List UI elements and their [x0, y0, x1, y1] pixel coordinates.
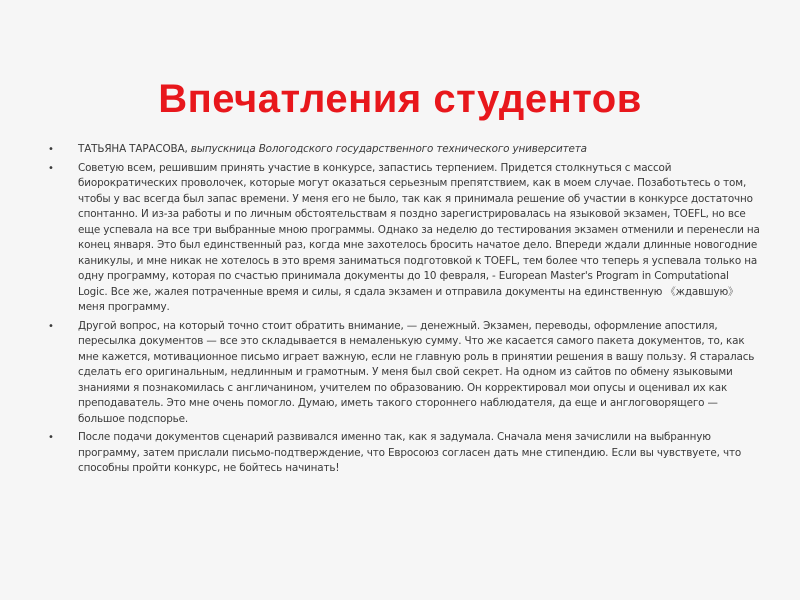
list-item-paragraph-2 — [48, 319, 760, 428]
bullet-icon: • — [48, 162, 54, 174]
slide-title: Впечатления студентов — [158, 76, 642, 121]
list-item-author — [48, 142, 760, 158]
paragraph-text: Другой вопрос, на который точно стоит обратить внимание, — денежный. Экзамен, переводы, оформление апостиля, пересылка документов — все это складывается в немаленькую сумму. Что же касается самого пакета документов, то, как мне кажется, мотивационное письмо играет важную, если не главную роль в принятии решения в вашу пользу. Я старалась сделать его оригинальным, недлинным и грамотным. У меня был свой секрет. На одном из сайтов по обмену языковыми знаниями я познакомилась с англичанином, учителем по образованию. Он корректировал мои опусы и оценивал их как преподаватель. Это мне очень помогло. Думаю, иметь такого стороннего наблюдателя, да еще и англоговорящего — большое подспорье. — [78, 319, 755, 425]
bullet-icon: • — [48, 432, 54, 443]
bullet-icon: • — [48, 144, 54, 155]
author-role: выпускница Вологодского государственного технического университета — [190, 143, 587, 155]
author-name: ТАТЬЯНА ТАРАСОВА, — [78, 143, 188, 155]
bullet-icon: • — [48, 320, 54, 332]
list-item-paragraph-1 — [48, 161, 760, 316]
paragraph-text: Советую всем, решившим принять участие в конкурсе, запастись терпением. Придется столкнуться с массой биорократических проволочек, которые могут оказаться серьезным препятствием, как в моем случае. Позаботьтесь о том, чтобы у вас всегда был запас времени. У меня его не было, так как я принимала решение об участии в конкурсе достаточно спонтанно. И из-за работы и по личным обстоятельствам я поздно зарегистрировалась на языковой экзамен, TOEFL, но все еще успевала на все три выбранные мною программы. Однако за неделю до тестирования экзамен отменили и перенесли на конец января. Это был единственный раз, когда мне захотелось бросить начатое дело. Впереди ждали длинные новогодние каникулы, и мне никак не хотелось в это время заниматься подготовкой к TOEFL, тем более что теперь я успевала только на одну программу, которая по счастью принимала документы до 10 февраля, - European Master's Program in Computational Logic. Все же, жалея потраченные время и силы, я сдала экзамен и отправила документы на единственную 《ждавшую》 меня программу. — [78, 161, 760, 313]
bullet-list — [48, 142, 760, 480]
list-item-paragraph-3 — [48, 430, 760, 477]
paragraph-text: После подачи документов сценарий развивался именно так, как я задумала. Сначала меня зачислили на выбранную программу, затем прислали письмо-подтверждение, что Евросоюз согласен дать мне стипендию. Если вы чувствуете, что способны пройти конкурс, не бойтесь начинать! — [78, 431, 742, 474]
